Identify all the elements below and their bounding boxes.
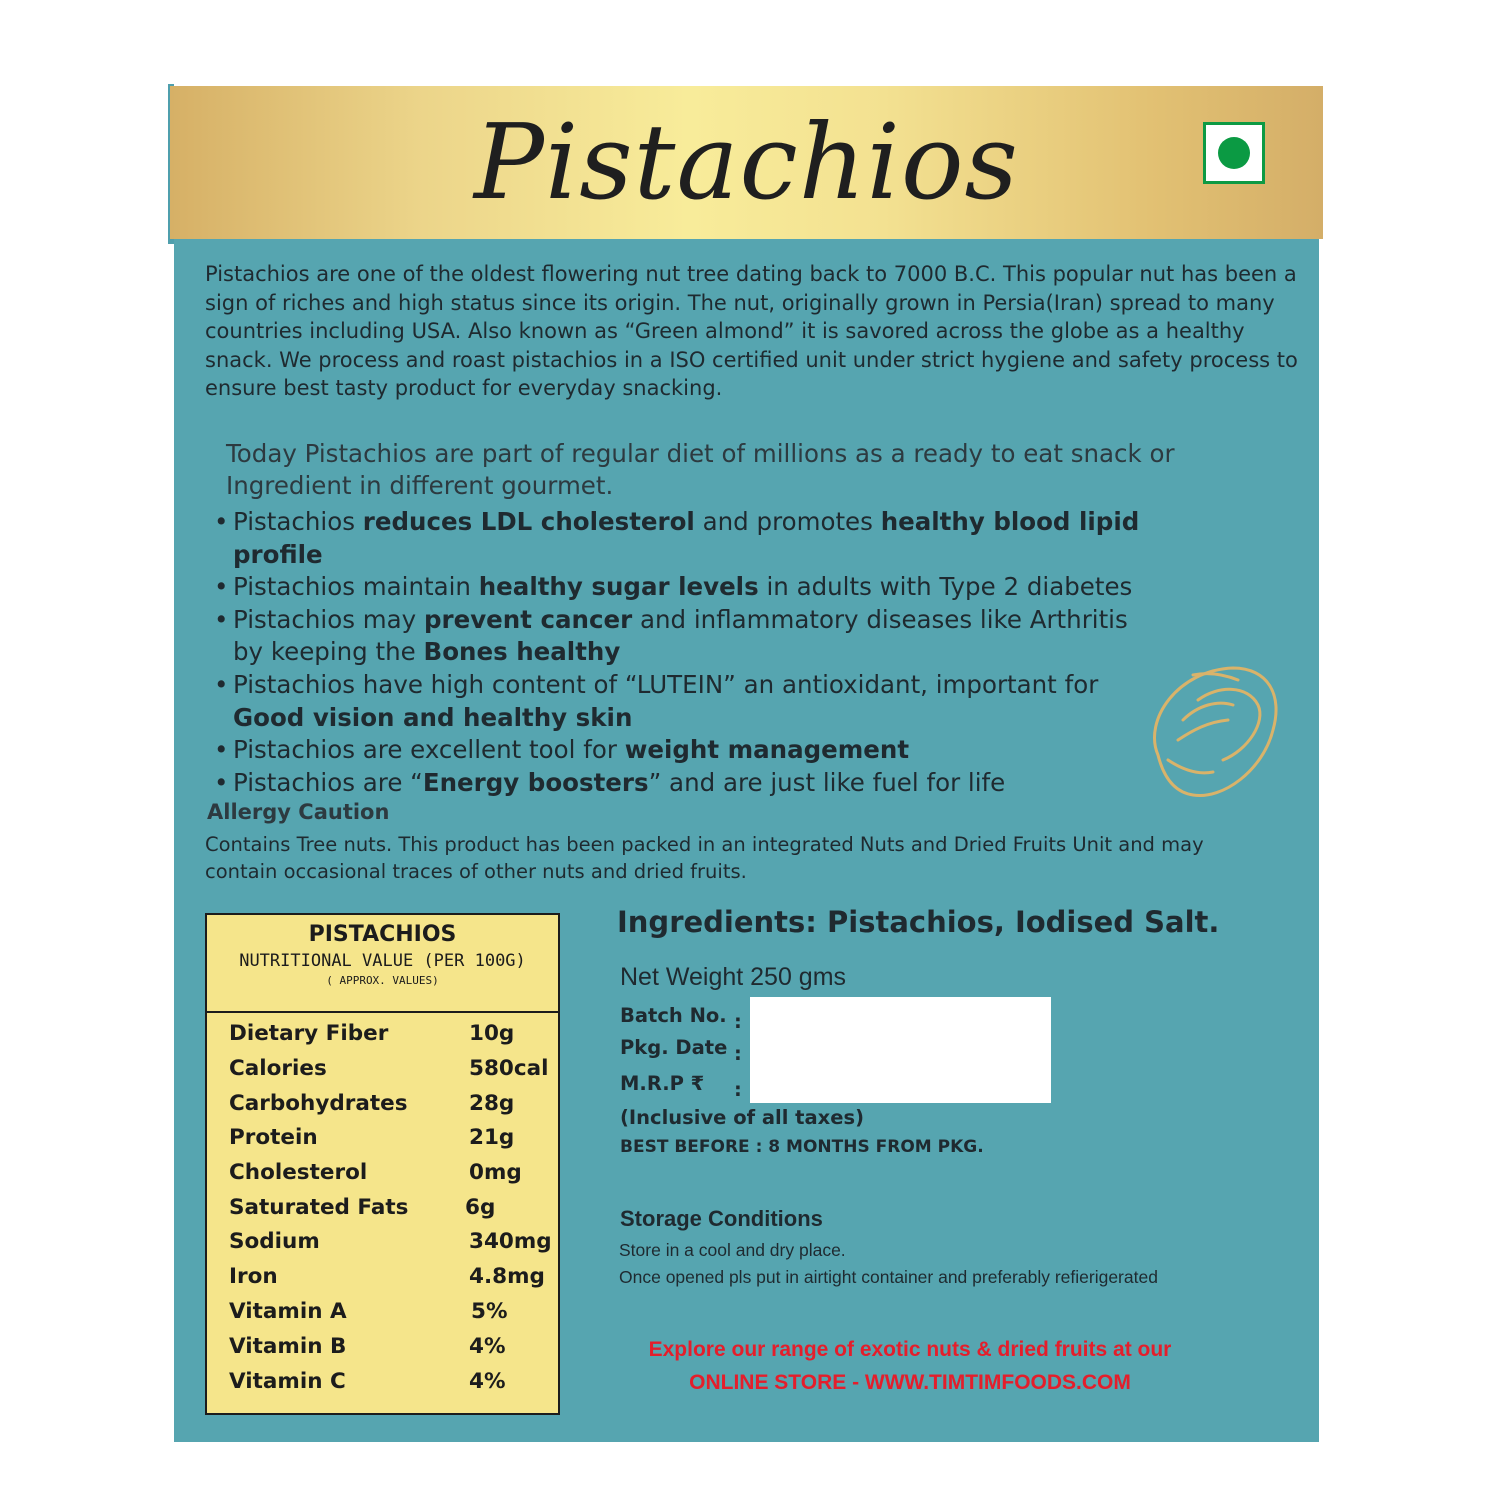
bullet-icon: • [214,572,229,602]
nutrition-row [229,1056,549,1090]
benefit-text: Pistachios may [233,604,424,634]
nutrient-label: Iron [229,1264,278,1289]
benefit-text: Pistachios are excellent tool for [233,735,625,765]
nutrient-label: Cholesterol [229,1160,368,1185]
benefit-highlight: healthy sugar levels [478,572,759,602]
benefit-item [214,767,1194,800]
benefit-item [214,571,1194,604]
nutrition-row [229,1264,549,1298]
benefit-item [214,506,1194,571]
promo-store-link[interactable]: ONLINE STORE - WWW.TIMTIMFOODS.COM [689,1371,1131,1394]
mrp-colon: : [734,1078,742,1101]
nutrient-value: 580cal [469,1056,549,1081]
bullet-icon: • [214,735,229,765]
nutrition-row [229,1195,549,1229]
benefit-line-2 [233,636,1194,669]
nutrient-value: 21g [469,1125,515,1150]
nutrient-label: Vitamin B [229,1334,347,1359]
mrp-label: M.R.P ₹ [620,1072,705,1095]
bullet-icon: • [214,507,229,536]
allergy-title: Allergy Caution [207,800,390,824]
ingredients-line: Ingredients: Pistachios, Iodised Salt. [617,905,1220,939]
veg-mark-icon [1203,122,1265,184]
benefit-highlight: Bones healthy [423,637,621,667]
nutrient-value: 340mg [469,1229,552,1254]
title-banner [170,86,1323,239]
nutrient-value: 28g [469,1091,515,1116]
benefit-text: Pistachios maintain [233,572,479,602]
nutrient-label: Calories [229,1056,327,1081]
nutrient-label: Vitamin A [229,1299,347,1324]
nutrient-label: Vitamin C [229,1369,346,1394]
benefit-text: Pistachios have high content of “LUTEIN” an antioxidant, important for [233,669,1099,699]
benefit-highlight: Good vision and healthy skin [233,702,633,732]
nutrient-value: 5% [471,1299,508,1324]
nutrient-value: 4% [469,1334,506,1359]
nutrition-row [229,1299,549,1333]
batch-colon: : [734,1010,742,1033]
benefit-highlight: Energy boosters [422,767,649,797]
benefit-text: ” and are just like fuel for life [648,767,1006,797]
nutrition-row [229,1091,549,1125]
benefits-list [214,506,1194,799]
today-paragraph: Today Pistachios are part of regular diet of millions as a ready to eat snack or Ingredient in different gourmet. [226,439,1175,500]
pkg-date-label: Pkg. Date [620,1036,728,1059]
storage-title: Storage Conditions [620,1206,823,1231]
benefit-text: in adults with Type 2 diabetes [758,572,1133,602]
nutrition-row [229,1160,549,1194]
nutrient-label: Dietary Fiber [229,1021,389,1046]
storage-line-1: Store in a cool and dry place. [619,1240,846,1260]
benefit-highlight: healthy blood lipid profile [233,507,1140,569]
bullet-icon: • [214,767,229,797]
nutrition-table [205,913,560,1415]
nutrient-value: 4% [469,1369,506,1394]
nutrition-header [207,915,558,1013]
nutrient-value: 0mg [469,1160,522,1185]
nutrition-row [229,1125,549,1159]
nutrient-label: Sodium [229,1229,320,1254]
nutrient-label: Protein [229,1125,318,1150]
best-before: BEST BEFORE : 8 MONTHS FROM PKG. [620,1137,984,1157]
benefit-highlight: prevent cancer [423,604,633,634]
benefit-text: by keeping the [233,637,424,667]
net-weight: Net Weight 250 gms [620,963,847,991]
benefit-text: and promotes [694,507,881,536]
benefit-text: Pistachios [233,507,363,536]
pkg-date-colon: : [734,1042,742,1065]
nutrition-title: PISTACHIOS [308,922,457,947]
veg-dot-icon [1218,137,1250,169]
pistachio-illustration-icon [1138,660,1283,805]
benefit-text: Pistachios are “ [233,767,423,797]
benefit-item [214,669,1194,734]
bullet-icon: • [214,669,229,699]
nutrition-note: ( APPROX. VALUES) [326,974,439,987]
nutrition-subtitle: NUTRITIONAL VALUE (PER 100G) [239,951,526,971]
allergy-text: Contains Tree nuts. This product has been packed in an integrated Nuts and Dried Fruits Unit and may contain occasional traces of other nuts and dried fruits. [205,833,1204,883]
nutrition-row [229,1229,552,1263]
nutrient-value: 6g [465,1195,496,1220]
batch-label: Batch No. [620,1004,727,1027]
nutrition-row [229,1021,549,1055]
nutrition-row [229,1369,549,1403]
benefit-text: and inflammatory diseases like Arthritis [632,604,1128,634]
benefit-highlight: reduces LDL cholesterol [362,507,695,536]
inclusive-taxes: (Inclusive of all taxes) [620,1106,864,1129]
nutrient-label: Carbohydrates [229,1091,408,1116]
nutrient-value: 10g [469,1021,515,1046]
nutrient-label: Saturated Fats [229,1195,409,1220]
batch-info-blank-box [750,997,1051,1103]
benefit-highlight: weight management [624,735,910,765]
product-title: Pistachios [474,101,1019,223]
promo-line-1: Explore our range of exotic nuts & dried fruits at our [648,1338,1172,1361]
intro-paragraph: Pistachios are one of the oldest flowering nut tree dating back to 7000 B.C. This popular nut has been a sign of riches and high status since its origin. The nut, originally grown in Persia(Iran) spread to many countries including USA. Also known as “Green almond” it is savored across the globe as a healthy snack. We process and roast pistachios in a ISO certified unit under strict hygiene and safety process to ensure best tasty product for everyday snacking. [205,262,1298,400]
nutrition-row [229,1334,549,1368]
nutrient-value: 4.8mg [469,1264,545,1289]
storage-line-2: Once opened pls put in airtight container and preferably refierigerated [619,1267,1158,1287]
bullet-icon: • [214,604,229,634]
benefit-item [214,604,1194,669]
benefit-item [214,734,1194,767]
